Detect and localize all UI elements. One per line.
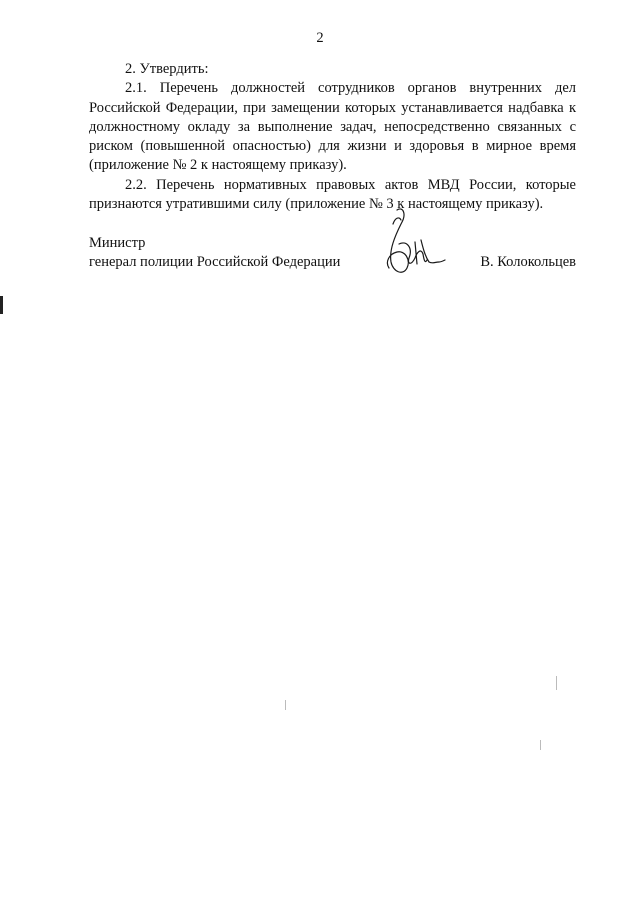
section-heading: 2. Утвердить: (125, 61, 209, 77)
scan-speck (540, 740, 541, 750)
paragraph-2-2: 2.2. Перечень нормативных правовых актов МВД России, которые признаются утратившими силу (приложение № 3 к настоящему приказу). (89, 176, 576, 213)
signer-position-line2: генерал полиции Российской Федерации (89, 254, 341, 270)
scan-speck (556, 676, 557, 690)
signer-name: В. Колокольцев (480, 254, 576, 270)
page-number: 2 (316, 30, 324, 46)
scan-speck (285, 700, 286, 710)
document-body (89, 60, 576, 214)
handwritten-signature-icon (377, 204, 447, 284)
signer-position-line1: Министр (89, 235, 146, 251)
paragraph-2-1: 2.1. Перечень должностей сотрудников органов внутренних дел Российской Федерации, при замещении которых устанавливается надбавка к должностному окладу за выполнение задач, непосредственно связанных с риском (повышенной опасностью) для жизни и здоровья в мирное время (приложение № 2 к настоящему приказу). (89, 80, 576, 174)
signature-block (89, 230, 576, 290)
scan-edge-mark (0, 296, 3, 314)
